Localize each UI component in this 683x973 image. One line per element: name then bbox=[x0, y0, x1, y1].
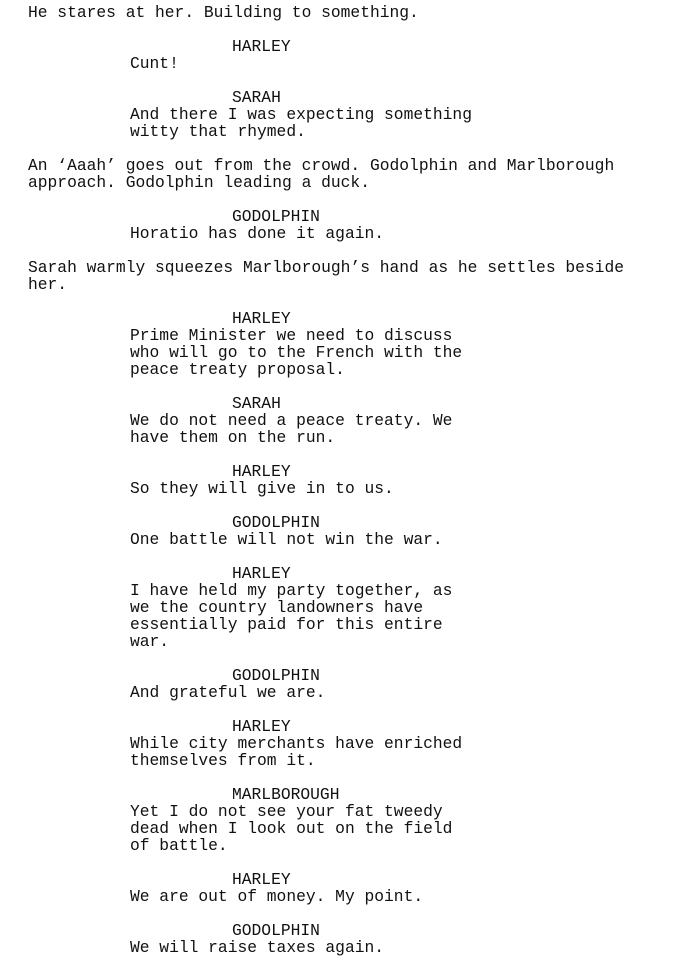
dialogue-line: Yet I do not see your fat tweedy bbox=[130, 802, 443, 821]
dialogue-text bbox=[0, 106, 683, 140]
action-line: An ‘Aaah’ goes out from the crowd. Godolphin and Marlborough bbox=[28, 156, 615, 175]
dialogue-line: One battle will not win the war. bbox=[130, 530, 443, 549]
dialogue-block bbox=[0, 718, 683, 769]
character-cue bbox=[0, 667, 683, 684]
dialogue-line: witty that rhymed. bbox=[130, 122, 306, 141]
action-line: her. bbox=[28, 275, 68, 294]
character-cue bbox=[0, 565, 683, 582]
dialogue-line: While city merchants have enriched bbox=[130, 734, 463, 753]
dialogue-line: Horatio has done it again. bbox=[130, 224, 385, 243]
character-name: MARLBOROUGH bbox=[232, 785, 340, 804]
dialogue-block bbox=[0, 38, 683, 72]
character-name: GODOLPHIN bbox=[232, 921, 320, 940]
dialogue-block bbox=[0, 786, 683, 854]
dialogue-line: Cunt! bbox=[130, 54, 179, 73]
dialogue-line: themselves from it. bbox=[130, 751, 316, 770]
dialogue-block bbox=[0, 922, 683, 956]
dialogue-line: So they will give in to us. bbox=[130, 479, 394, 498]
character-cue bbox=[0, 208, 683, 225]
dialogue-line: war. bbox=[130, 632, 170, 651]
dialogue-line: peace treaty proposal. bbox=[130, 360, 345, 379]
character-name: SARAH bbox=[232, 88, 281, 107]
character-name: HARLEY bbox=[232, 564, 291, 583]
dialogue-block bbox=[0, 463, 683, 497]
character-name: SARAH bbox=[232, 394, 281, 413]
dialogue-text bbox=[0, 803, 683, 854]
dialogue-line: dead when I look out on the field bbox=[130, 819, 453, 838]
dialogue-text bbox=[0, 735, 683, 769]
dialogue-block bbox=[0, 208, 683, 242]
character-cue bbox=[0, 89, 683, 106]
dialogue-line: We are out of money. My point. bbox=[130, 887, 424, 906]
action-line: Sarah warmly squeezes Marlborough’s hand as he settles beside bbox=[28, 258, 624, 277]
dialogue-text bbox=[0, 55, 683, 72]
character-name: GODOLPHIN bbox=[232, 207, 320, 226]
screenplay-page bbox=[0, 4, 683, 973]
dialogue-line: of battle. bbox=[130, 836, 228, 855]
dialogue-text bbox=[0, 888, 683, 905]
dialogue-line: Prime Minister we need to discuss bbox=[130, 326, 453, 345]
dialogue-line: I have held my party together, as bbox=[130, 581, 453, 600]
dialogue-line: And grateful we are. bbox=[130, 683, 326, 702]
action-block bbox=[0, 4, 683, 21]
character-name: HARLEY bbox=[232, 37, 291, 56]
dialogue-block bbox=[0, 395, 683, 446]
character-name: HARLEY bbox=[232, 462, 291, 481]
dialogue-line: who will go to the French with the bbox=[130, 343, 463, 362]
character-name: GODOLPHIN bbox=[232, 513, 320, 532]
dialogue-text bbox=[0, 531, 683, 548]
character-cue bbox=[0, 922, 683, 939]
dialogue-line: We will raise taxes again. bbox=[130, 938, 385, 957]
dialogue-line: we the country landowners have bbox=[130, 598, 424, 617]
character-name: HARLEY bbox=[232, 870, 291, 889]
dialogue-block bbox=[0, 871, 683, 905]
dialogue-text bbox=[0, 939, 683, 956]
character-name: HARLEY bbox=[232, 717, 291, 736]
dialogue-line: essentially paid for this entire bbox=[130, 615, 443, 634]
character-cue bbox=[0, 38, 683, 55]
action-block bbox=[0, 259, 683, 293]
dialogue-block bbox=[0, 310, 683, 378]
character-cue bbox=[0, 871, 683, 888]
dialogue-line: have them on the run. bbox=[130, 428, 336, 447]
dialogue-line: We do not need a peace treaty. We bbox=[130, 411, 453, 430]
dialogue-line: And there I was expecting something bbox=[130, 105, 472, 124]
dialogue-text bbox=[0, 480, 683, 497]
dialogue-block bbox=[0, 514, 683, 548]
character-cue bbox=[0, 718, 683, 735]
action-block bbox=[0, 157, 683, 191]
character-cue bbox=[0, 514, 683, 531]
dialogue-block bbox=[0, 565, 683, 650]
character-name: GODOLPHIN bbox=[232, 666, 320, 685]
dialogue-block bbox=[0, 667, 683, 701]
character-cue bbox=[0, 310, 683, 327]
dialogue-text bbox=[0, 412, 683, 446]
character-name: HARLEY bbox=[232, 309, 291, 328]
action-line: He stares at her. Building to something. bbox=[28, 3, 419, 22]
dialogue-text bbox=[0, 684, 683, 701]
dialogue-text bbox=[0, 327, 683, 378]
action-line: approach. Godolphin leading a duck. bbox=[28, 173, 370, 192]
dialogue-text bbox=[0, 582, 683, 650]
character-cue bbox=[0, 395, 683, 412]
dialogue-block bbox=[0, 89, 683, 140]
character-cue bbox=[0, 463, 683, 480]
character-cue bbox=[0, 786, 683, 803]
dialogue-text bbox=[0, 225, 683, 242]
